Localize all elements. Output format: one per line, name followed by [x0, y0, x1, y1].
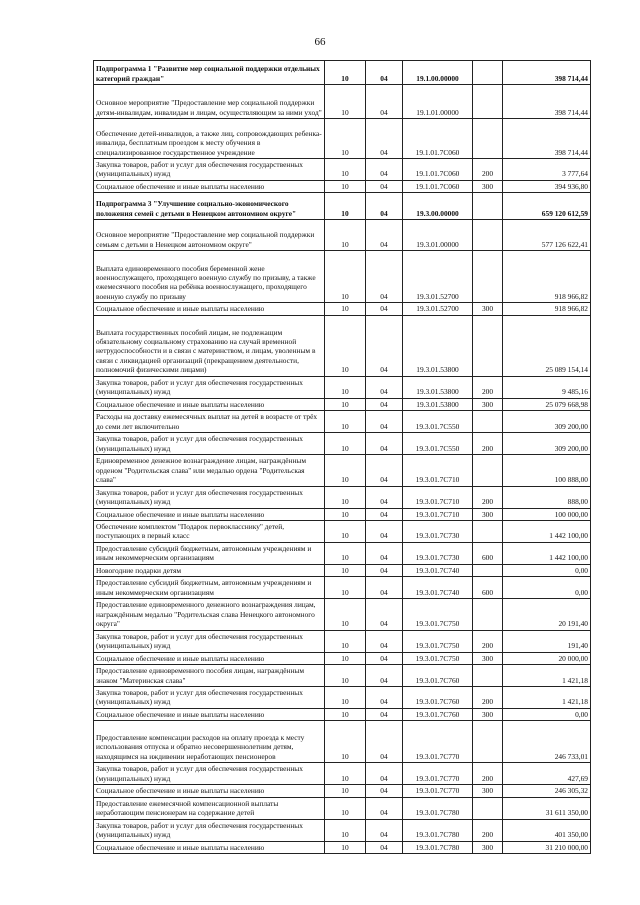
- expense-name-cell: Выплата государственных пособий лицам, не подлежащим обязательному социальному страхованию на случай временной нетрудоспособности и в связи с материнством, и лицам, уволенным в связи с ликвидацией организаций (прекращением деятельности, полномочий физическими лицами): [94, 315, 325, 376]
- subsection-code-cell: 04: [366, 455, 403, 486]
- table-row: [94, 841, 591, 853]
- target-article-cell: 19.3.01.53800: [403, 315, 473, 376]
- expense-type-cell: 300: [473, 785, 503, 797]
- section-code-cell: 10: [325, 721, 366, 763]
- expense-name-cell: Предоставление единовременного пособия лицам, награждённым знаком "Материнская слава": [94, 665, 325, 687]
- subsection-code-cell: 04: [366, 785, 403, 797]
- target-article-cell: 19.3.01.7С750: [403, 599, 473, 630]
- section-code-cell: 10: [325, 85, 366, 119]
- subsection-code-cell: 04: [366, 376, 403, 398]
- expense-type-cell: [473, 455, 503, 486]
- page-number: 66: [314, 36, 326, 48]
- expense-type-cell: 300: [473, 180, 503, 192]
- amount-cell: 577 126 622,41: [503, 220, 591, 251]
- table-row: [94, 687, 591, 709]
- subsection-code-cell: 04: [366, 159, 403, 181]
- table-row: [94, 599, 591, 630]
- expense-name-cell: Социальное обеспечение и иные выплаты населению: [94, 652, 325, 664]
- amount-cell: 0,00: [503, 577, 591, 599]
- section-code-cell: 10: [325, 376, 366, 398]
- table-row: [94, 708, 591, 720]
- subsection-code-cell: 04: [366, 251, 403, 303]
- expense-type-cell: [473, 797, 503, 819]
- target-article-cell: 19.3.01.7С760: [403, 687, 473, 709]
- expense-type-cell: 200: [473, 763, 503, 785]
- subsection-code-cell: 04: [366, 520, 403, 542]
- expense-type-cell: [473, 721, 503, 763]
- target-article-cell: 19.3.01.7С550: [403, 433, 473, 455]
- amount-cell: 31 210 000,00: [503, 841, 591, 853]
- section-code-cell: 10: [325, 564, 366, 576]
- expense-name-cell: Закупка товаров, работ и услуг для обеспечения государственных (муниципальных) нужд: [94, 687, 325, 709]
- section-code-cell: 10: [325, 797, 366, 819]
- amount-cell: 398 714,44: [503, 61, 591, 85]
- expense-type-cell: 300: [473, 508, 503, 520]
- subsection-code-cell: 04: [366, 687, 403, 709]
- amount-cell: 0,00: [503, 708, 591, 720]
- section-code-cell: 10: [325, 315, 366, 376]
- table-row: [94, 315, 591, 376]
- table-row: [94, 520, 591, 542]
- expense-name-cell: Социальное обеспечение и иные выплаты населению: [94, 708, 325, 720]
- table-row: [94, 251, 591, 303]
- subsection-code-cell: 04: [366, 599, 403, 630]
- subsection-code-cell: 04: [366, 630, 403, 652]
- amount-cell: 191,40: [503, 630, 591, 652]
- amount-cell: 100 000,00: [503, 508, 591, 520]
- subsection-code-cell: 04: [366, 315, 403, 376]
- expense-name-cell: Социальное обеспечение и иные выплаты населению: [94, 180, 325, 192]
- expense-name-cell: Социальное обеспечение и иные выплаты населению: [94, 785, 325, 797]
- target-article-cell: 19.1.01.7С060: [403, 159, 473, 181]
- target-article-cell: 19.3.01.7С730: [403, 542, 473, 564]
- section-code-cell: 10: [325, 763, 366, 785]
- table-row: [94, 433, 591, 455]
- amount-cell: 100 888,00: [503, 455, 591, 486]
- expense-name-cell: Основное мероприятие "Предоставление мер социальной поддержки семьям с детьми в Ненецком автономном округе": [94, 220, 325, 251]
- table-row: [94, 303, 591, 315]
- target-article-cell: 19.3.01.7С550: [403, 411, 473, 433]
- expense-type-cell: [473, 315, 503, 376]
- section-code-cell: 10: [325, 687, 366, 709]
- expense-name-cell: Закупка товаров, работ и услуг для обеспечения государственных (муниципальных) нужд: [94, 819, 325, 841]
- table-row: [94, 180, 591, 192]
- amount-cell: 25 079 668,98: [503, 398, 591, 410]
- table-row: [94, 220, 591, 251]
- target-article-cell: 19.3.01.52700: [403, 251, 473, 303]
- subsection-code-cell: 04: [366, 486, 403, 508]
- target-article-cell: 19.3.01.7С780: [403, 797, 473, 819]
- expense-type-cell: [473, 520, 503, 542]
- table-row: [94, 119, 591, 159]
- expense-name-cell: Единовременное денежное вознаграждение лицам, награждённым орденом "Родительская слава" или медалью ордена "Родительская слава": [94, 455, 325, 486]
- table-row: [94, 577, 591, 599]
- subsection-code-cell: 04: [366, 721, 403, 763]
- amount-cell: 0,00: [503, 564, 591, 576]
- expense-type-cell: 300: [473, 398, 503, 410]
- subsection-code-cell: 04: [366, 708, 403, 720]
- target-article-cell: 19.3.01.7С740: [403, 564, 473, 576]
- target-article-cell: 19.3.01.7С770: [403, 721, 473, 763]
- amount-cell: 31 611 350,00: [503, 797, 591, 819]
- target-article-cell: 19.3.01.53800: [403, 376, 473, 398]
- expense-type-cell: 600: [473, 577, 503, 599]
- expense-name-cell: Закупка товаров, работ и услуг для обеспечения государственных (муниципальных) нужд: [94, 630, 325, 652]
- expense-type-cell: 300: [473, 652, 503, 664]
- section-code-cell: 10: [325, 652, 366, 664]
- table-row: [94, 721, 591, 763]
- section-code-cell: 10: [325, 303, 366, 315]
- expense-type-cell: [473, 193, 503, 220]
- expense-type-cell: [473, 564, 503, 576]
- section-code-cell: 10: [325, 61, 366, 85]
- amount-cell: 246 733,01: [503, 721, 591, 763]
- amount-cell: 309 200,00: [503, 433, 591, 455]
- target-article-cell: 19.3.01.7С750: [403, 652, 473, 664]
- expense-type-cell: 200: [473, 376, 503, 398]
- section-code-cell: 10: [325, 508, 366, 520]
- table-row: [94, 159, 591, 181]
- table-row: [94, 398, 591, 410]
- table-row: [94, 193, 591, 220]
- expense-type-cell: [473, 411, 503, 433]
- target-article-cell: 19.3.01.7С740: [403, 577, 473, 599]
- expense-type-cell: 300: [473, 841, 503, 853]
- amount-cell: 394 936,80: [503, 180, 591, 192]
- table-row: [94, 763, 591, 785]
- amount-cell: 659 120 612,59: [503, 193, 591, 220]
- target-article-cell: 19.3.01.7С780: [403, 819, 473, 841]
- amount-cell: 3 777,64: [503, 159, 591, 181]
- expense-name-cell: Закупка товаров, работ и услуг для обеспечения государственных (муниципальных) нужд: [94, 763, 325, 785]
- expense-name-cell: Социальное обеспечение и иные выплаты населению: [94, 303, 325, 315]
- target-article-cell: 19.3.01.7С760: [403, 665, 473, 687]
- target-article-cell: 19.1.01.7С060: [403, 119, 473, 159]
- subsection-code-cell: 04: [366, 85, 403, 119]
- amount-cell: 20 191,40: [503, 599, 591, 630]
- target-article-cell: 19.3.01.52700: [403, 303, 473, 315]
- section-code-cell: 10: [325, 455, 366, 486]
- table-row: [94, 411, 591, 433]
- section-code-cell: 10: [325, 159, 366, 181]
- target-article-cell: 19.3.01.7С770: [403, 763, 473, 785]
- section-code-cell: 10: [325, 411, 366, 433]
- subsection-code-cell: 04: [366, 763, 403, 785]
- table-row: [94, 542, 591, 564]
- section-code-cell: 10: [325, 819, 366, 841]
- target-article-cell: 19.3.01.7С750: [403, 630, 473, 652]
- subsection-code-cell: 04: [366, 398, 403, 410]
- expense-type-cell: 200: [473, 486, 503, 508]
- target-article-cell: 19.3.01.7С780: [403, 841, 473, 853]
- table-row: [94, 508, 591, 520]
- target-article-cell: 19.3.01.7С730: [403, 520, 473, 542]
- expense-name-cell: Предоставление субсидий бюджетным, автономным учреждениям и иным некоммерческим организациям: [94, 542, 325, 564]
- table-row: [94, 630, 591, 652]
- subsection-code-cell: 04: [366, 411, 403, 433]
- expense-type-cell: 600: [473, 542, 503, 564]
- expense-type-cell: 200: [473, 687, 503, 709]
- subsection-code-cell: 04: [366, 61, 403, 85]
- amount-cell: 25 089 154,14: [503, 315, 591, 376]
- section-code-cell: 10: [325, 193, 366, 220]
- table-row: [94, 486, 591, 508]
- subsection-code-cell: 04: [366, 665, 403, 687]
- subsection-code-cell: 04: [366, 819, 403, 841]
- target-article-cell: 19.3.01.53800: [403, 398, 473, 410]
- expense-type-cell: [473, 665, 503, 687]
- expense-type-cell: [473, 61, 503, 85]
- section-code-cell: 10: [325, 220, 366, 251]
- subsection-code-cell: 04: [366, 797, 403, 819]
- budget-table: [93, 60, 591, 854]
- amount-cell: 398 714,44: [503, 85, 591, 119]
- amount-cell: 401 350,00: [503, 819, 591, 841]
- amount-cell: 918 966,82: [503, 251, 591, 303]
- target-article-cell: 19.3.01.7С710: [403, 508, 473, 520]
- target-article-cell: 19.3.01.00000: [403, 220, 473, 251]
- section-code-cell: 10: [325, 542, 366, 564]
- table-row: [94, 61, 591, 85]
- section-code-cell: 10: [325, 665, 366, 687]
- expense-name-cell: Закупка товаров, работ и услуг для обеспечения государственных (муниципальных) нужд: [94, 376, 325, 398]
- expense-type-cell: 200: [473, 819, 503, 841]
- expense-name-cell: Новогодние подарки детям: [94, 564, 325, 576]
- subsection-code-cell: 04: [366, 841, 403, 853]
- expense-type-cell: 200: [473, 630, 503, 652]
- amount-cell: 398 714,44: [503, 119, 591, 159]
- subsection-code-cell: 04: [366, 433, 403, 455]
- expense-name-cell: Закупка товаров, работ и услуг для обеспечения государственных (муниципальных) нужд: [94, 159, 325, 181]
- subsection-code-cell: 04: [366, 508, 403, 520]
- subsection-code-cell: 04: [366, 220, 403, 251]
- section-code-cell: 10: [325, 398, 366, 410]
- amount-cell: 427,69: [503, 763, 591, 785]
- expense-type-cell: [473, 119, 503, 159]
- target-article-cell: 19.1.01.7С060: [403, 180, 473, 192]
- section-code-cell: 10: [325, 180, 366, 192]
- table-row: [94, 785, 591, 797]
- target-article-cell: 19.3.01.7С710: [403, 486, 473, 508]
- section-code-cell: 10: [325, 486, 366, 508]
- expense-name-cell: Социальное обеспечение и иные выплаты населению: [94, 841, 325, 853]
- amount-cell: 918 966,82: [503, 303, 591, 315]
- section-code-cell: 10: [325, 433, 366, 455]
- expense-name-cell: Выплата единовременного пособия беременной жене военнослужащего, проходящего военную службу по призыву, а также ежемесячного пособия на ребёнка военнослужащего, проходящего военную службу по призыву: [94, 251, 325, 303]
- expense-name-cell: Обеспечение комплектом "Подарок первокласснику" детей, поступающих в первый класс: [94, 520, 325, 542]
- section-code-cell: 10: [325, 119, 366, 159]
- target-article-cell: 19.3.00.00000: [403, 193, 473, 220]
- expense-name-cell: Обеспечение детей-инвалидов, а также лиц, сопровождающих ребенка-инвалида, бесплатным проездом к месту обучения в специализированное государственное учреждение: [94, 119, 325, 159]
- expense-type-cell: 300: [473, 303, 503, 315]
- target-article-cell: 19.3.01.7С760: [403, 708, 473, 720]
- expense-name-cell: Расходы на доставку ежемесячных выплат на детей в возрасте от трёх до семи лет включительно: [94, 411, 325, 433]
- subsection-code-cell: 04: [366, 303, 403, 315]
- amount-cell: 20 000,00: [503, 652, 591, 664]
- expense-type-cell: [473, 85, 503, 119]
- expense-name-cell: Подпрограмма 1 "Развитие мер социальной поддержки отдельных категорий граждан": [94, 61, 325, 85]
- table-row: [94, 819, 591, 841]
- subsection-code-cell: 04: [366, 180, 403, 192]
- expense-type-cell: [473, 599, 503, 630]
- expense-type-cell: 200: [473, 159, 503, 181]
- section-code-cell: 10: [325, 520, 366, 542]
- amount-cell: 1 442 100,00: [503, 520, 591, 542]
- target-article-cell: 19.3.01.7С710: [403, 455, 473, 486]
- section-code-cell: 10: [325, 630, 366, 652]
- section-code-cell: 10: [325, 841, 366, 853]
- expense-name-cell: Основное мероприятие "Предоставление мер социальной поддержки детям-инвалидам, инвалидам и лицам, осуществляющим за ними уход": [94, 85, 325, 119]
- amount-cell: 1 442 100,00: [503, 542, 591, 564]
- expense-name-cell: Закупка товаров, работ и услуг для обеспечения государственных (муниципальных) нужд: [94, 486, 325, 508]
- table-row: [94, 652, 591, 664]
- subsection-code-cell: 04: [366, 564, 403, 576]
- subsection-code-cell: 04: [366, 542, 403, 564]
- amount-cell: 246 305,32: [503, 785, 591, 797]
- expense-type-cell: [473, 220, 503, 251]
- amount-cell: 309 200,00: [503, 411, 591, 433]
- amount-cell: 1 421,18: [503, 687, 591, 709]
- expense-name-cell: Предоставление компенсации расходов на оплату проезда к месту использования отпуска и обратно несовершеннолетним детям, находящимся на иждивении неработающих пенсионеров: [94, 721, 325, 763]
- target-article-cell: 19.1.00.00000: [403, 61, 473, 85]
- amount-cell: 888,00: [503, 486, 591, 508]
- table-row: [94, 376, 591, 398]
- table-row: [94, 564, 591, 576]
- expense-name-cell: Предоставление субсидий бюджетным, автономным учреждениям и иным некоммерческим организациям: [94, 577, 325, 599]
- section-code-cell: 10: [325, 251, 366, 303]
- section-code-cell: 10: [325, 708, 366, 720]
- expense-type-cell: [473, 251, 503, 303]
- table-row: [94, 85, 591, 119]
- budget-table-body: [94, 61, 591, 854]
- table-row: [94, 455, 591, 486]
- expense-name-cell: Закупка товаров, работ и услуг для обеспечения государственных (муниципальных) нужд: [94, 433, 325, 455]
- subsection-code-cell: 04: [366, 119, 403, 159]
- expense-type-cell: 200: [473, 433, 503, 455]
- expense-name-cell: Подпрограмма 3 "Улучшение социально-экономического положения семей с детьми в Ненецком автономном округе": [94, 193, 325, 220]
- subsection-code-cell: 04: [366, 652, 403, 664]
- table-row: [94, 665, 591, 687]
- subsection-code-cell: 04: [366, 577, 403, 599]
- target-article-cell: 19.1.01.00000: [403, 85, 473, 119]
- amount-cell: 9 485,16: [503, 376, 591, 398]
- table-row: [94, 797, 591, 819]
- section-code-cell: 10: [325, 599, 366, 630]
- expense-name-cell: Социальное обеспечение и иные выплаты населению: [94, 508, 325, 520]
- section-code-cell: 10: [325, 577, 366, 599]
- expense-name-cell: Социальное обеспечение и иные выплаты населению: [94, 398, 325, 410]
- subsection-code-cell: 04: [366, 193, 403, 220]
- expense-type-cell: 300: [473, 708, 503, 720]
- target-article-cell: 19.3.01.7С770: [403, 785, 473, 797]
- amount-cell: 1 421,18: [503, 665, 591, 687]
- expense-name-cell: Предоставление единовременного денежного вознаграждения лицам, награждённым медалью "Родительская слава Ненецкого автономного округа": [94, 599, 325, 630]
- section-code-cell: 10: [325, 785, 366, 797]
- expense-name-cell: Предоставление ежемесячной компенсационной выплаты неработающим пенсионерам на содержание детей: [94, 797, 325, 819]
